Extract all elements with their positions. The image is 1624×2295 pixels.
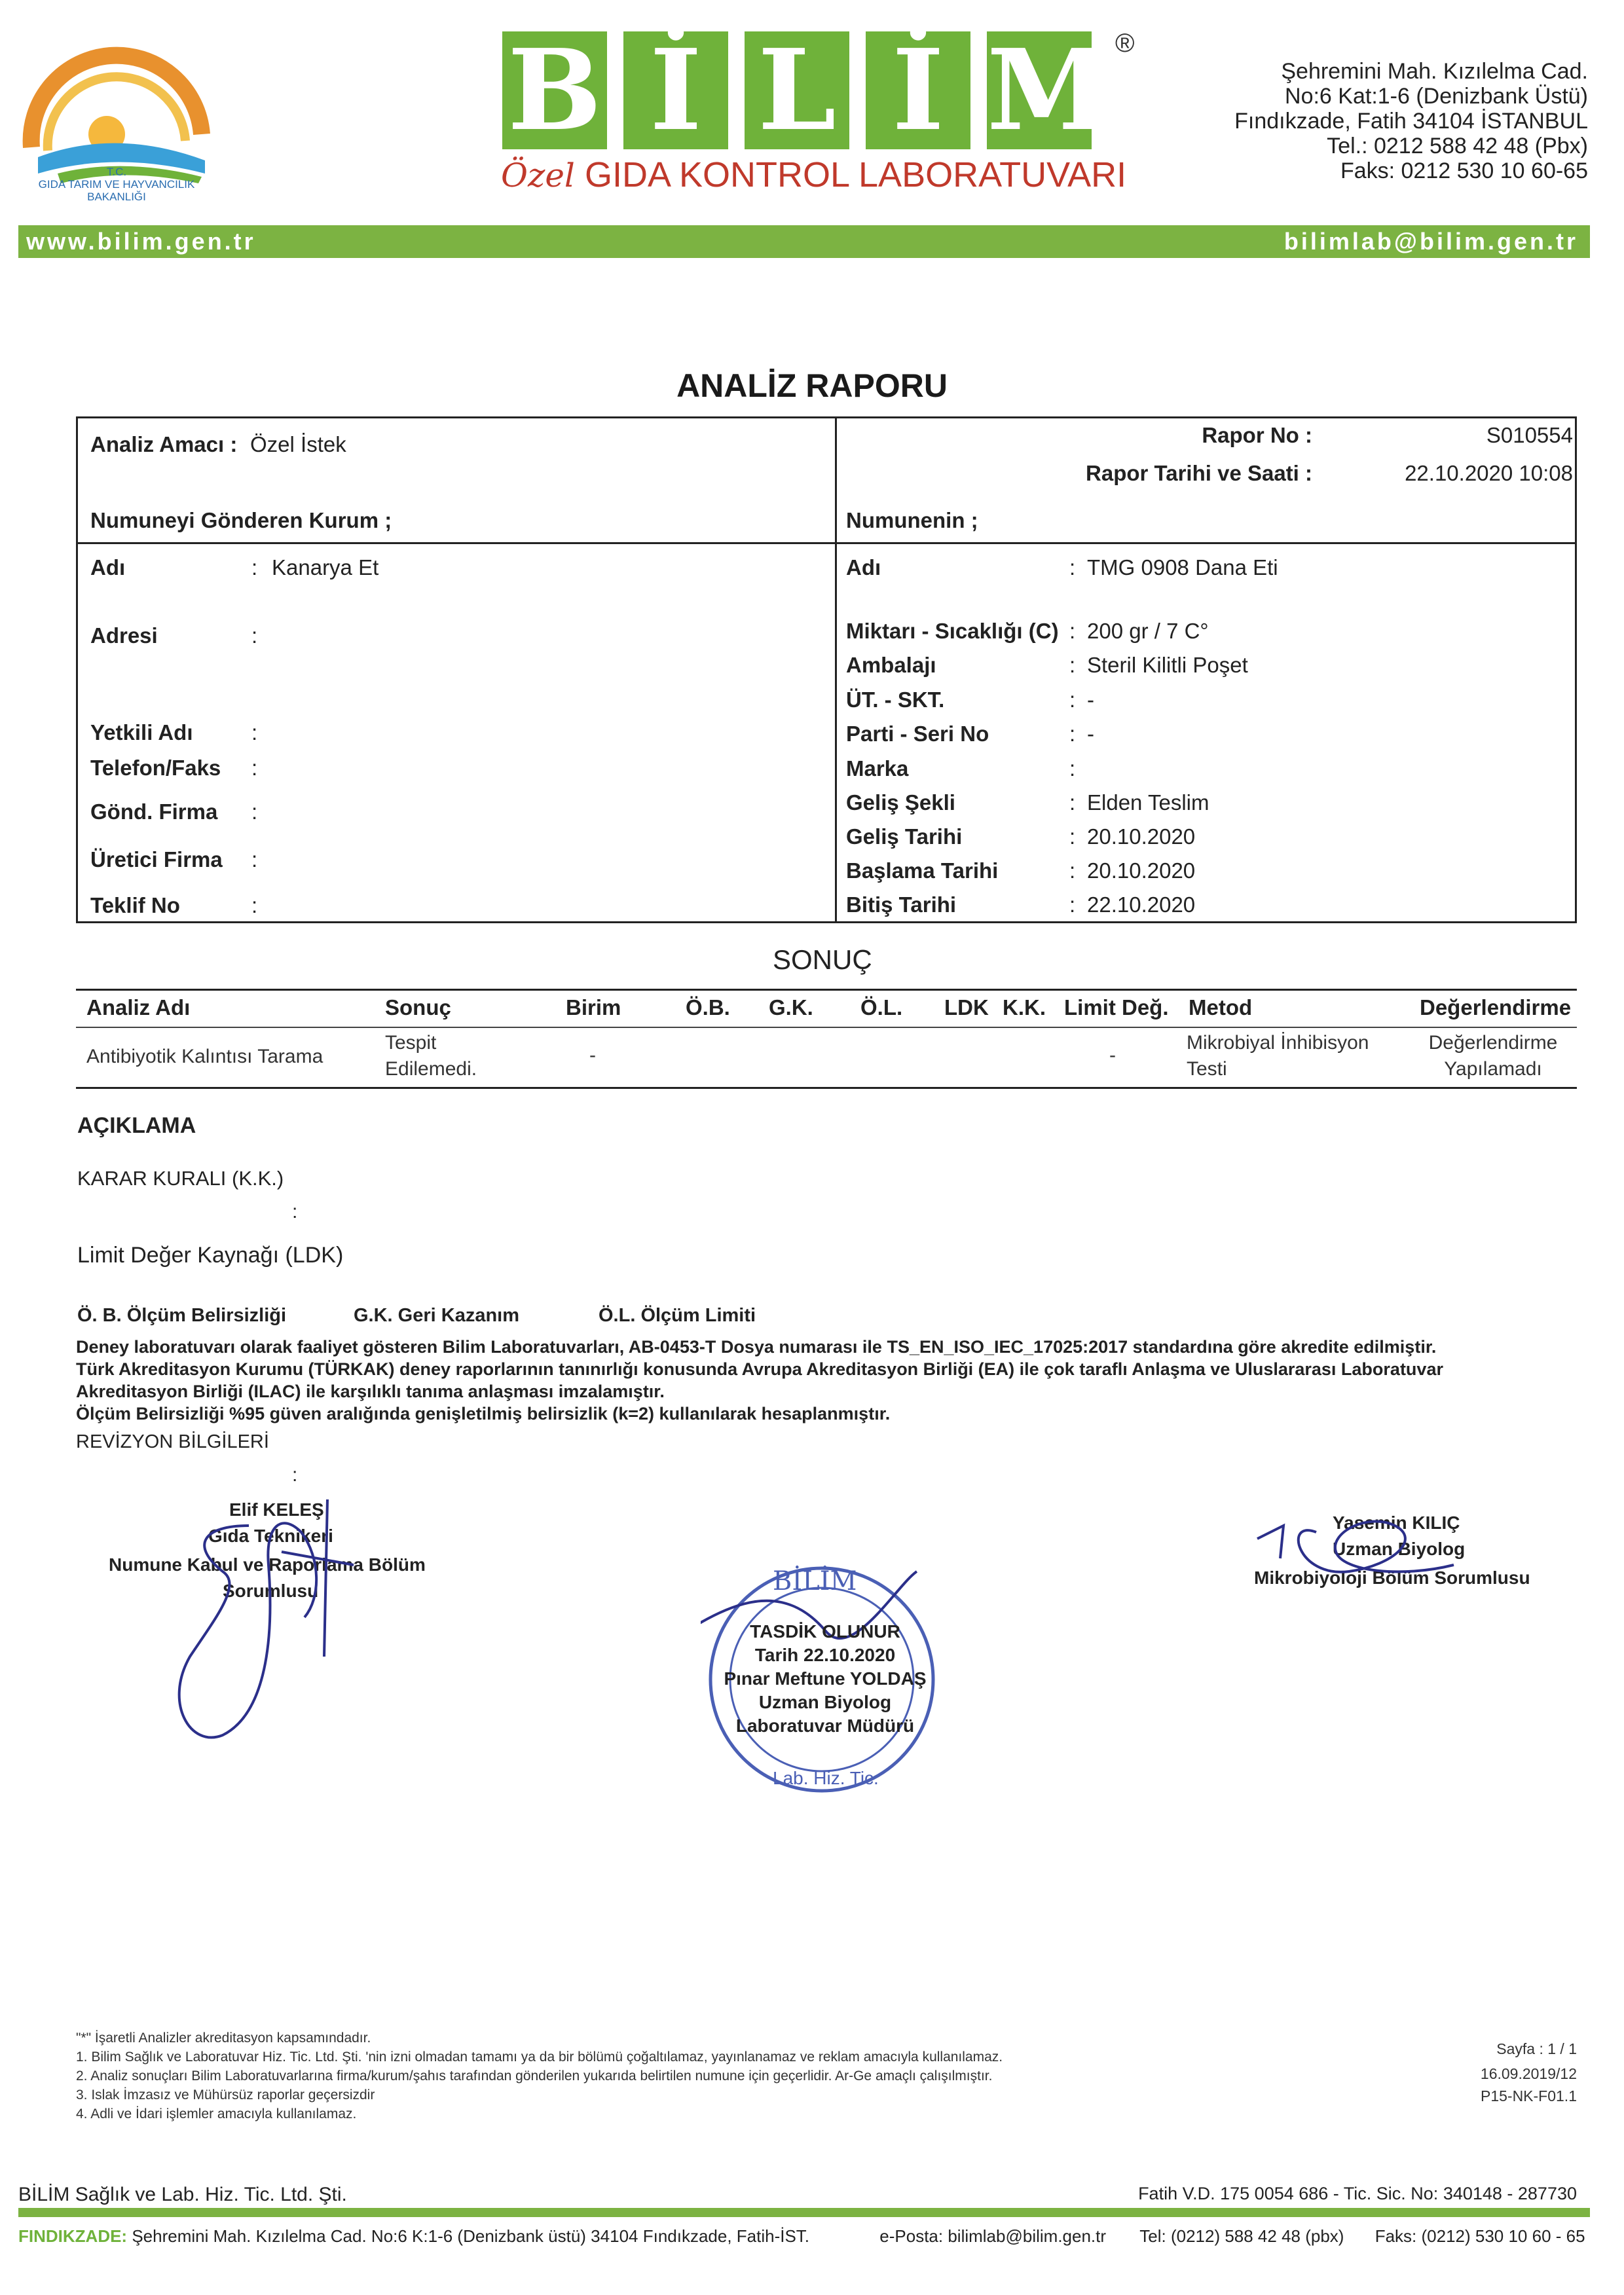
karar-kurali: KARAR KURALI (K.K.) (77, 1167, 284, 1190)
sample-adi-label: Adı (846, 555, 881, 579)
colon: : (251, 720, 258, 744)
right-signer-name: Yasemin KILIÇ (1333, 1513, 1460, 1533)
explanation-title: AÇIKLAMA (77, 1113, 196, 1138)
sample-marka-label: Marka (846, 756, 909, 780)
colon: : (1069, 756, 1076, 780)
brand-letter: M (987, 25, 1111, 156)
left-signer-name: Elif KELEŞ (229, 1499, 324, 1520)
rapor-no-value: S010554 (1486, 423, 1573, 447)
footer-tel: Tel: (0212) 588 42 48 (pbx) (1139, 2226, 1344, 2246)
sample-bitis-value: 22.10.2020 (1087, 892, 1196, 917)
stamp-line: TASDİK OLUNUR (750, 1621, 900, 1642)
brand-subtitle-text: GIDA KONTROL LABORATUVARI (584, 155, 1127, 194)
info-box (76, 416, 1577, 923)
colon: : (1069, 653, 1076, 677)
sample-gelis-sekli-value: Elden Teslim (1087, 790, 1209, 815)
result-analiz-adi: Antibiyotik Kalıntısı Tarama (86, 1046, 323, 1067)
rapor-no-label: Rapor No : (1202, 423, 1312, 447)
note-line: Deney laboratuvarı olarak faaliyet gösteren Bilim Laboratuvarları, AB-0453-T Dosya numarası ile TS_EN_ISO_IEC_17025:2017 standardına göre akredite edilmiştir. (76, 1337, 1437, 1357)
col-header-sonuc: Sonuç (385, 995, 451, 1019)
colon: : (251, 555, 258, 579)
stamp-line: Pınar Meftune YOLDAŞ (724, 1668, 927, 1689)
result-sonuc (385, 1030, 477, 1082)
sample-ut-skt-value: - (1087, 688, 1094, 712)
note-line: Akreditasyon Birliği (ILAC) ile karşılıklı tanıma anlaşması imzalamıştır. (76, 1382, 665, 1401)
footnote-line: 1. Bilim Sağlık ve Laboratuvar Hiz. Tic. Ltd. Şti. 'nin izni olmadan tamamı ya da bir bölümü çoğaltılamaz, yayınlanamaz ve reklam amacıyla kullanılamaz. (76, 2049, 1003, 2065)
colon: : (1069, 555, 1076, 579)
results-rule (76, 1027, 1577, 1028)
page-meta (1481, 2036, 1577, 2106)
colon: : (1069, 619, 1076, 643)
stamp-line: Uzman Biyolog (758, 1692, 892, 1712)
revizyon-title: REVİZYON BİLGİLERİ (76, 1431, 269, 1452)
info-divider (76, 542, 1577, 544)
stamp-line: Tarih 22.10.2020 (754, 1645, 896, 1665)
footer-bar (18, 2208, 1590, 2217)
result-metod (1187, 1030, 1369, 1082)
colon: : (1069, 790, 1076, 815)
footnotes (76, 2029, 1003, 2123)
sample-gelis-sekli-label: Geliş Şekli (846, 790, 955, 815)
rapor-tarihi-value: 22.10.2020 10:08 (1405, 461, 1573, 485)
footer-location-label: FINDIKZADE: (18, 2226, 128, 2246)
left-signer-role: Sorumlusu (223, 1581, 319, 1601)
result-sonuc-line: Tespit (385, 1032, 437, 1054)
colon: : (251, 799, 258, 824)
ministry-logo (18, 36, 215, 203)
col-header-limit: Limit Değ. (1064, 995, 1169, 1019)
colon: : (1069, 858, 1076, 883)
registered-mark: ® (1115, 29, 1135, 58)
footer-contact (18, 2226, 1590, 2247)
website-link[interactable]: www.bilim.gen.tr (26, 228, 256, 255)
footer-fax: Faks: (0212) 530 10 60 - 65 (1375, 2226, 1585, 2246)
result-sonuc-line: Edilemedi. (385, 1058, 477, 1080)
sender-adi-value: Kanarya Et (272, 555, 379, 579)
note-line: Türk Akreditasyon Kurumu (TÜRKAK) deney raporlarının tanınırlığı konusunda Avrupa Akreditasyon Birliği (EA) ile çok taraflı Anlaşma ve Uluslararası Laboratuvar (76, 1359, 1443, 1379)
col-header-kk: K.K. (1003, 995, 1046, 1019)
col-header-ob: Ö.B. (686, 995, 730, 1019)
footer-email[interactable]: e-Posta: bilimlab@bilim.gen.tr (879, 2226, 1107, 2246)
footnote-line: 4. Adli ve İdari işlemler amacıyla kullanılamaz. (76, 2106, 357, 2121)
footnote-line: "*" İşaretli Analizler akreditasyon kapsamındadır. (76, 2030, 371, 2046)
tax-info: Fatih V.D. 175 0054 686 - Tic. Sic. No: 340148 - 287730 (1138, 2184, 1577, 2203)
sample-ut-skt-label: ÜT. - SKT. (846, 688, 945, 712)
colon: : (251, 847, 258, 872)
legend-ol: Ö.L. Ölçüm Limiti (599, 1305, 756, 1326)
numunenin-label: Numunenin ; (846, 508, 978, 532)
stamp-line: Laboratuvar Müdürü (735, 1716, 915, 1736)
sample-gelis-tarihi-label: Geliş Tarihi (846, 824, 963, 849)
left-signer-role: Numune Kabul ve Raporlama Bölüm (109, 1554, 426, 1575)
accreditation-notes (76, 1336, 1582, 1425)
sample-parti-label: Parti - Seri No (846, 722, 989, 746)
email-link[interactable]: bilimlab@bilim.gen.tr (1283, 228, 1578, 255)
result-birim: - (589, 1044, 596, 1066)
results-rule (76, 989, 1577, 991)
sample-miktar-label: Miktarı - Sıcaklığı (C) (846, 619, 1059, 643)
brand-letter: İ (866, 31, 970, 149)
footer-address: Şehremini Mah. Kızılelma Cad. No:6 K:1-6 (Denizbank üstü) 34104 Fındıkzade, Fatih-İST. (132, 2226, 810, 2246)
report-title: ANALİZ RAPORU (676, 367, 948, 404)
address-line: Şehremini Mah. Kızılelma Cad. (1281, 59, 1588, 84)
limit-kaynagi: Limit Değer Kaynağı (LDK) (77, 1243, 344, 1268)
colon: : (1069, 688, 1076, 712)
company-name: BİLİM Sağlık ve Lab. Hiz. Tic. Ltd. Şti. (18, 2184, 347, 2205)
colon: : (251, 756, 258, 780)
rapor-tarihi-label: Rapor Tarihi ve Saati : (1086, 461, 1312, 485)
footnote-line: 2. Analiz sonuçları Bilim Laboratuvarlarına firma/kurum/şahıs tarafından gönderilen yukarıda belirtilen numune için geçerlidir. Ar-Ge amaçlı çalışılmıştır. (76, 2068, 993, 2084)
form-date: 16.09.2019/12 (1480, 2065, 1577, 2082)
result-limit: - (1109, 1044, 1116, 1066)
sender-adres-label: Adresi (90, 623, 158, 648)
col-header-ldk: LDK (944, 995, 989, 1019)
right-signature-icon (1244, 1499, 1480, 1591)
results-rule (76, 1087, 1577, 1089)
address-line: Fındıkzade, Fatih 34104 İSTANBUL (1234, 109, 1588, 134)
col-header-metod: Metod (1189, 995, 1253, 1019)
sample-parti-value: - (1087, 722, 1094, 746)
info-divider (835, 416, 837, 923)
brand-prefix: Özel (501, 156, 575, 194)
address-line: No:6 Kat:1-6 (Denizbank Üstü) (1285, 84, 1588, 109)
sample-bitis-label: Bitiş Tarihi (846, 892, 957, 917)
legend-gk: G.K. Geri Kazanım (354, 1305, 520, 1326)
colon: : (251, 623, 258, 648)
result-metod-line: Mikrobiyal İnhibisyon (1187, 1032, 1369, 1054)
sample-gelis-tarihi-value: 20.10.2020 (1087, 824, 1196, 849)
brand-subtitle (501, 155, 1126, 195)
colon: : (251, 893, 258, 917)
sample-baslama-label: Başlama Tarihi (846, 858, 999, 883)
revizyon-colon: : (292, 1464, 298, 1486)
results-title: SONUÇ (773, 944, 872, 975)
result-degerlendirme (1421, 1030, 1565, 1082)
sample-ambalaj-label: Ambalajı (846, 653, 936, 677)
left-signature-icon (151, 1486, 360, 1761)
right-signer-title: Uzman Biyolog (1333, 1539, 1466, 1559)
karar-kurali-colon: : (292, 1201, 298, 1222)
note-line: Ölçüm Belirsizliği %95 güven aralığında genişletilmiş belirsizlik (k=2) kullanılarak hesaplanmıştır. (76, 1404, 891, 1423)
brand-letter: L (745, 31, 849, 149)
col-header-degerlendirme: Değerlendirme (1420, 995, 1572, 1019)
sender-adi-label: Adı (90, 555, 126, 579)
sample-adi-value: TMG 0908 Dana Eti (1087, 555, 1278, 579)
sample-ambalaj-value: Steril Kilitli Poşet (1087, 653, 1248, 677)
colon: : (1069, 722, 1076, 746)
analiz-amaci-value: Özel İstek (250, 432, 346, 456)
legend-ob: Ö. B. Ölçüm Belirsizliği (77, 1305, 287, 1326)
sender-gond-firma-label: Gönd. Firma (90, 799, 218, 824)
col-header-ol: Ö.L. (860, 995, 903, 1019)
sender-yetkili-label: Yetkili Adı (90, 720, 193, 744)
ministry-logo-line: T.C. (106, 166, 127, 178)
lab-address (1234, 59, 1588, 183)
analiz-amaci-label: Analiz Amacı : (90, 432, 238, 456)
sample-miktar-value: 200 gr / 7 C° (1087, 619, 1209, 643)
page-number: Sayfa : 1 / 1 (1496, 2040, 1577, 2057)
sender-telefon-label: Telefon/Faks (90, 756, 221, 780)
left-signer-title: Gıda Teknikeri (208, 1526, 333, 1546)
result-metod-line: Testi (1187, 1058, 1227, 1080)
stamp-text (714, 1620, 936, 1738)
colon: : (1069, 824, 1076, 849)
gonderen-kurum-label: Numuneyi Gönderen Kurum ; (90, 508, 392, 532)
footnote-line: 3. Islak İmzasız ve Mühürsüz raporlar geçersizdir (76, 2087, 375, 2102)
form-code: P15-NK-F01.1 (1480, 2087, 1577, 2104)
colon: : (1069, 892, 1076, 917)
sample-baslama-value: 20.10.2020 (1087, 858, 1196, 883)
ministry-logo-line: GIDA TARIM VE HAYVANCILIK (38, 178, 195, 191)
address-line: Tel.: 0212 588 42 48 (Pbx) (1327, 134, 1588, 158)
col-header-gk: G.K. (769, 995, 813, 1019)
right-signer-role: Mikrobiyoloji Bölüm Sorumlusu (1254, 1568, 1530, 1588)
sender-teklif-label: Teklif No (90, 893, 180, 917)
col-header-birim: Birim (566, 995, 621, 1019)
sender-uretici-label: Üretici Firma (90, 847, 223, 872)
ministry-logo-line: BAKANLIĞI (87, 191, 146, 203)
brand-letter: İ (623, 31, 728, 149)
address-line: Faks: 0212 530 10 60-65 (1340, 158, 1588, 183)
stamp-ring-bottom: Lab. Hiz. Tic. (773, 1768, 879, 1788)
result-degerlendirme-line: Yapılamadı (1444, 1058, 1542, 1080)
result-degerlendirme-line: Değerlendirme (1428, 1032, 1558, 1054)
col-header-analiz-adi: Analiz Adı (86, 995, 191, 1019)
stamp-ring-text: BİLİM (773, 1566, 857, 1596)
brand-letter: B (502, 31, 607, 149)
